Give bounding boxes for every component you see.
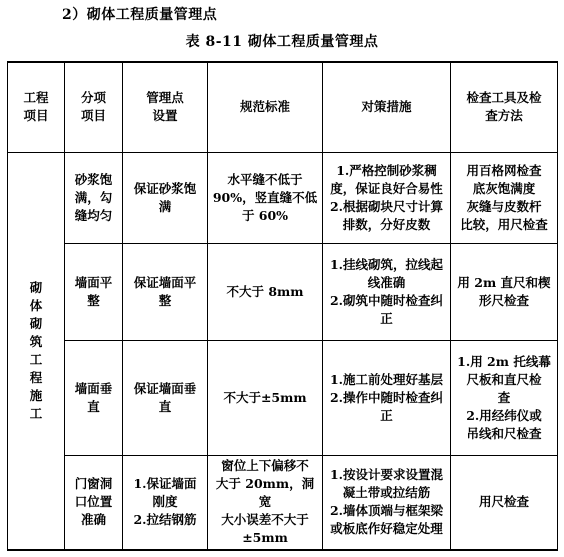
row-measures: 1.施工前处理好基层 2.操作中随时检查纠 正 [323,340,451,455]
header-subitem: 分项 项目 [65,62,123,152]
row-check-method: 1.用 2m 托线幕 尺板和直尺检 查 2.用经纬仪或 吊线和尺检查 [451,340,558,455]
row-control-point: 保证砂浆饱 满 [123,152,208,243]
row-subitem: 墙面垂 直 [65,340,123,455]
row-subitem: 门窗洞 口位置 准确 [65,455,123,550]
header-check-method: 检查工具及检 查方法 [451,62,558,152]
section-heading: 2）砌体工程质量管理点 [62,7,218,23]
header-measures: 对策措施 [323,62,451,152]
row-control-point: 1.保证墙面 刚度 2.拉结钢筋 [123,455,208,550]
header-standard: 规范标准 [208,62,323,152]
table-row [8,455,558,550]
table-row [8,152,558,243]
row-check-method: 用百格网检查 底灰饱满度 灰缝与皮数杆 比较，用尺检查 [451,152,558,243]
table-row [8,243,558,340]
row-subitem: 墙面平 整 [65,243,123,340]
row-control-point: 保证墙面垂 直 [123,340,208,455]
table-row [8,340,558,455]
row-standard: 不大于±5mm [208,340,323,455]
row-control-point: 保证墙面平 整 [123,243,208,340]
row-check-method: 用尺检查 [451,455,558,550]
project-cell: 砌 体 砌 筑 工 程 施 工 [8,152,65,550]
row-measures: 1.挂线砌筑，拉线起 线准确 2.砌筑中随时检查纠 正 [323,243,451,340]
row-standard: 窗位上下偏移不 大于 20mm，洞宽 大小误差不大于 ±5mm [208,455,323,550]
row-standard: 不大于 8mm [208,243,323,340]
quality-control-table [7,61,558,551]
header-control-point: 管理点 设置 [123,62,208,152]
row-measures: 1.严格控制砂浆稠 度，保证良好合易性 2.根据砌块尺寸计算 排数，分好皮数 [323,152,451,243]
row-subitem: 砂浆饱 满，勾 缝均匀 [65,152,123,243]
table-header-row [8,62,558,152]
row-measures: 1.按设计要求设置混 凝土带或拉结筋 2.墙体顶端与框架梁 或板底作好稳定处理 [323,455,451,550]
row-check-method: 用 2m 直尺和楔 形尺检查 [451,243,558,340]
row-standard: 水平缝不低于 90%，竖直缝不低 于 60% [208,152,323,243]
header-project: 工程 项目 [8,62,65,152]
table-caption: 表 8-11 砌体工程质量管理点 [185,34,379,50]
